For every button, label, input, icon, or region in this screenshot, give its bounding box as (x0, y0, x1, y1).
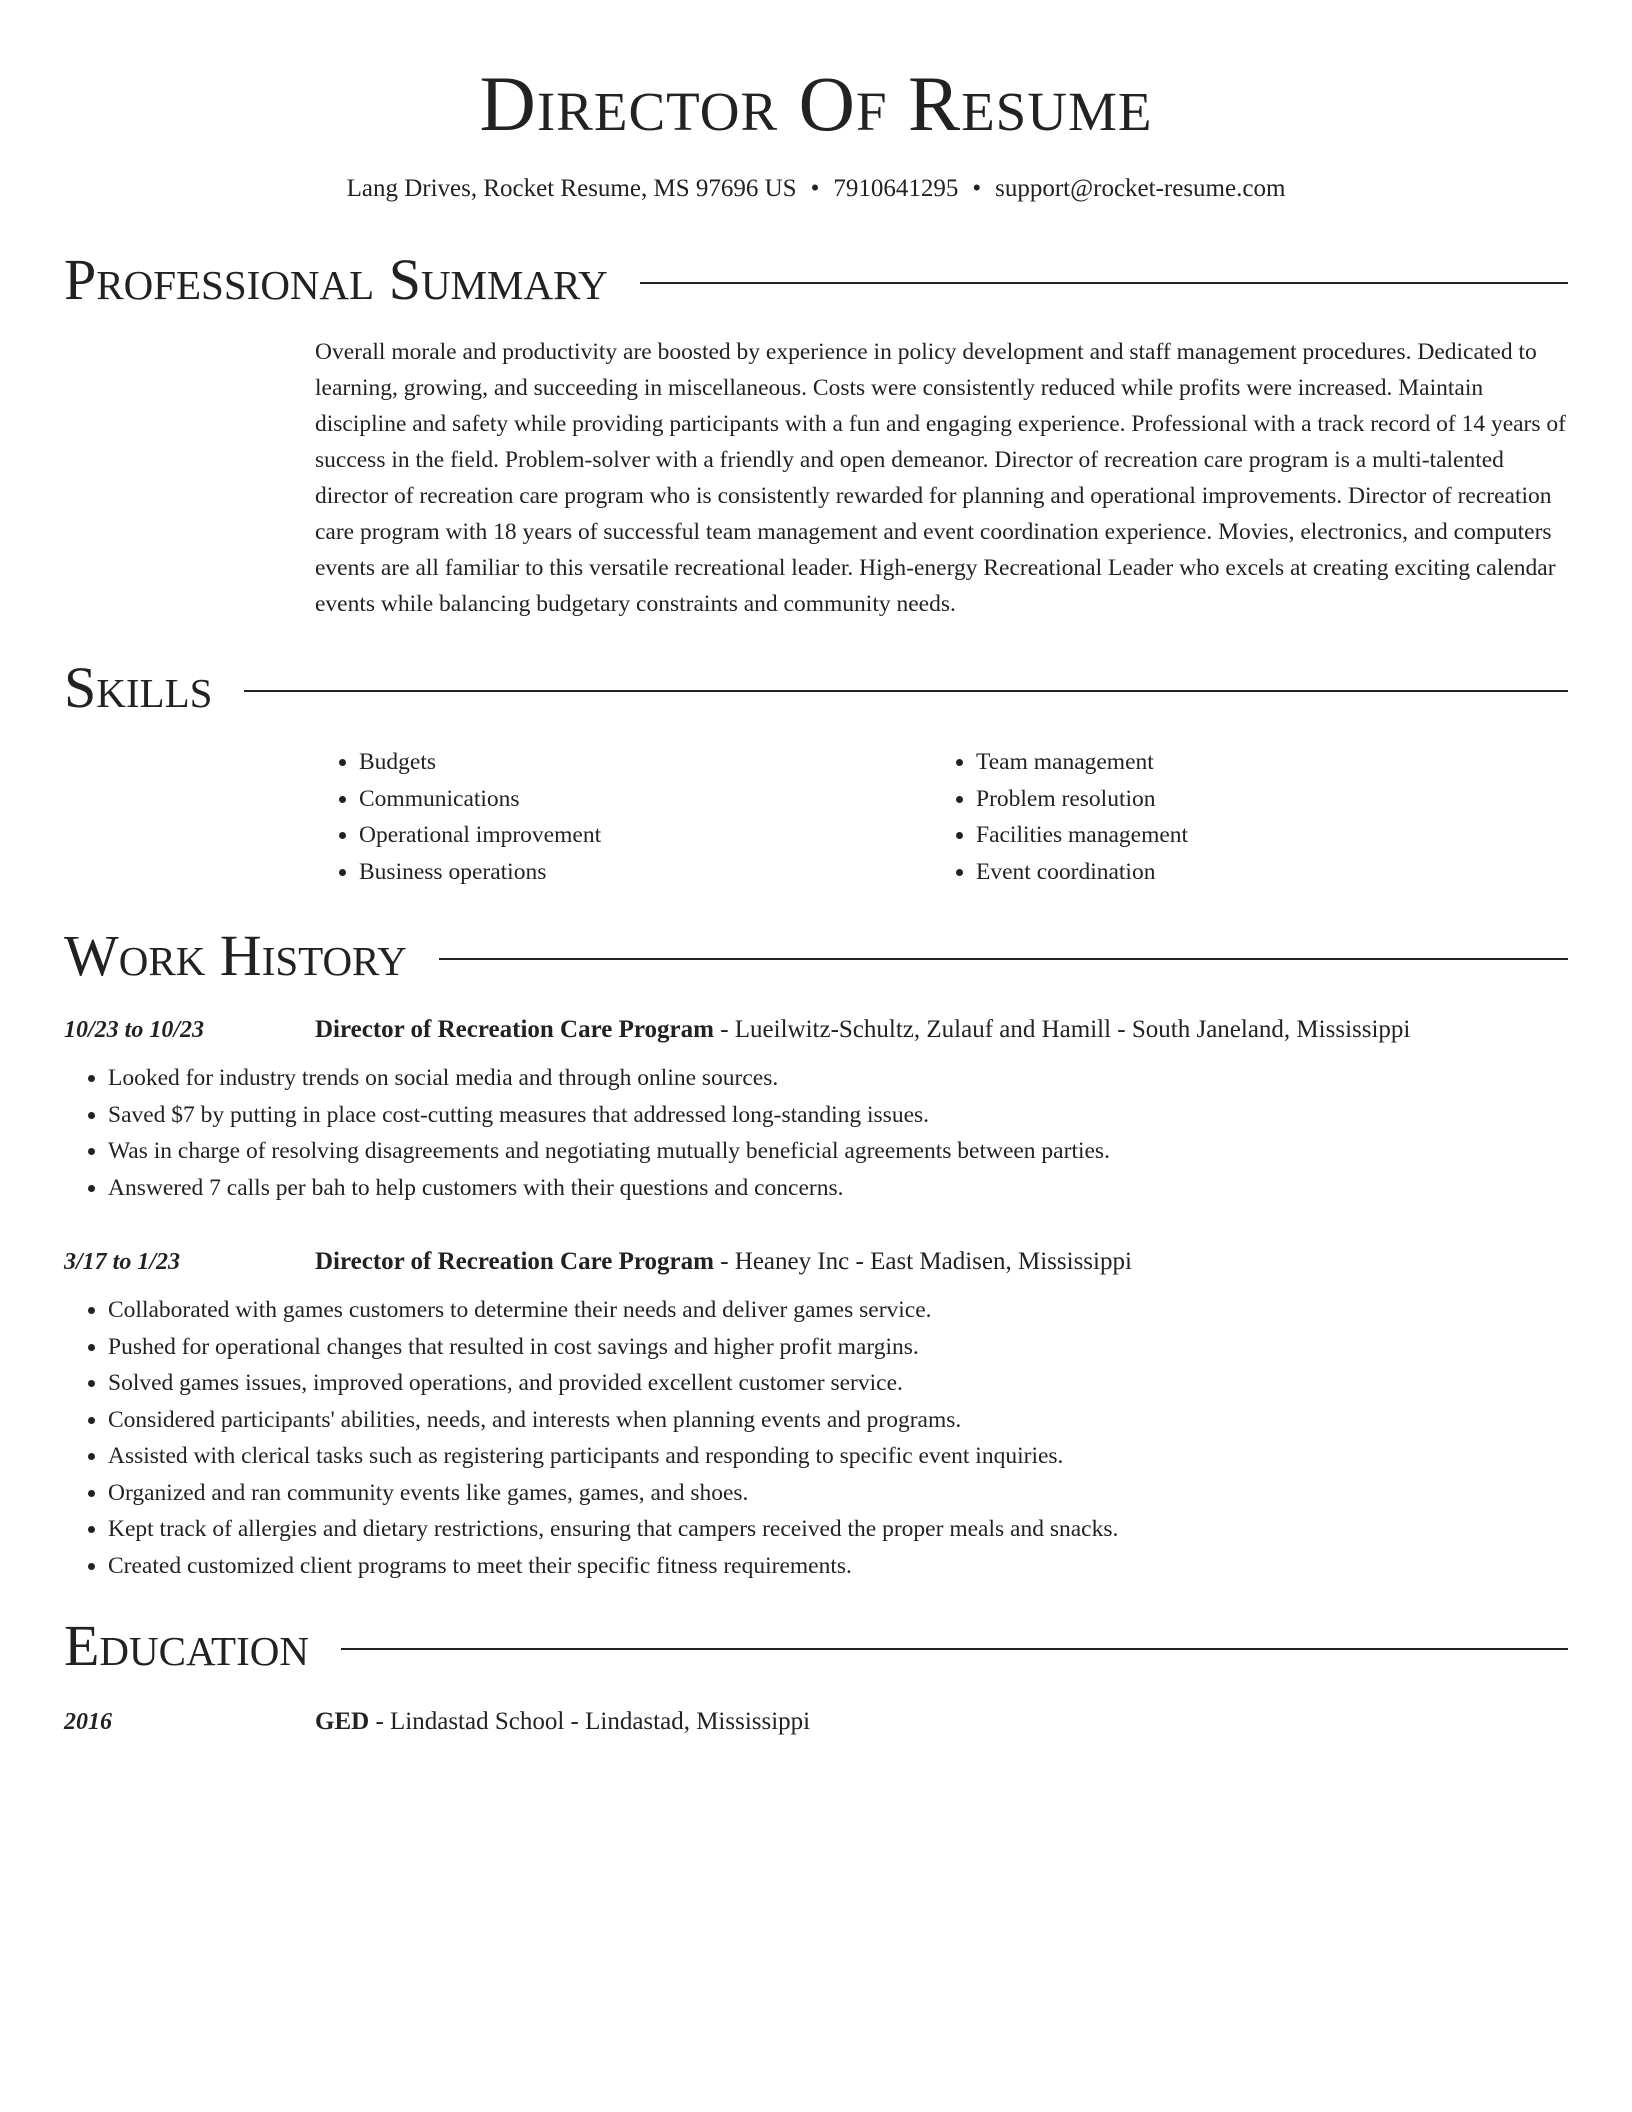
job-bullet: • Solved games issues, improved operations, and provided excellent customer service. (108, 1365, 1568, 1402)
job-entry (64, 1244, 1568, 1584)
skills-list (315, 744, 1568, 890)
education-heading: Education (64, 1613, 309, 1678)
job-employer: - Heaney Inc - East Madisen, Mississippi (713, 1248, 1132, 1275)
contact-email: support@rocket-resume.com (995, 175, 1286, 202)
contact-separator: • (810, 175, 820, 202)
job-title-line (315, 1244, 1132, 1280)
skill-item: • Operational improvement (359, 817, 932, 854)
job-title: Director of Recreation Care Program (315, 1248, 714, 1275)
skill-item: • Team management (976, 744, 1549, 781)
job-dates: 3/17 to 1/23 (64, 1249, 181, 1275)
job-employer: - Lueilwitz-Schultz, Zulauf and Hamill - South Janeland, Mississippi (713, 1016, 1411, 1043)
job-bullet: • Assisted with clerical tasks such as registering participants and responding to specific event inquiries. (108, 1438, 1568, 1475)
work-section-header (64, 920, 1568, 992)
job-bullets (64, 1060, 1568, 1206)
section-divider (244, 690, 1568, 692)
job-title-line (315, 1012, 1410, 1048)
education-line (315, 1704, 810, 1740)
skill-item: • Event coordination (976, 854, 1549, 891)
job-entry (64, 1012, 1568, 1206)
skills-heading: Skills (64, 655, 213, 720)
work-heading: Work History (64, 923, 407, 988)
candidate-name: Director Of Resume (479, 60, 1153, 147)
education-section-header (64, 1610, 1568, 1682)
job-bullet: • Saved $7 by putting in place cost-cutting measures that addressed long-standing issues. (108, 1097, 1568, 1134)
skill-item: • Problem resolution (976, 781, 1549, 818)
skill-item: • Budgets (359, 744, 932, 781)
job-bullet: • Collaborated with games customers to determine their needs and deliver games service. (108, 1292, 1568, 1329)
job-dates: 10/23 to 10/23 (64, 1017, 205, 1043)
job-bullet: • Looked for industry trends on social media and through online sources. (108, 1060, 1568, 1097)
skills-column-left (315, 744, 932, 890)
summary-section-header (64, 244, 1568, 316)
section-divider (640, 282, 1568, 284)
contact-line (64, 172, 1568, 206)
job-bullet: • Was in charge of resolving disagreements and negotiating mutually beneficial agreements between parties. (108, 1133, 1568, 1170)
job-bullet: • Created customized client programs to meet their specific fitness requirements. (108, 1548, 1568, 1585)
job-bullet: • Answered 7 calls per bah to help customers with their questions and concerns. (108, 1170, 1568, 1207)
education-school: - Lindastad School - Lindastad, Mississippi (369, 1708, 811, 1735)
education-year: 2016 (64, 1709, 112, 1735)
skills-section-header (64, 652, 1568, 724)
summary-text: Overall morale and productivity are boosted by experience in policy development and staff management procedures. Dedicated to learning, growing, and succeeding in miscellaneous. Costs were consistently reduced while profits were increased. Maintain discipline and safety while providing participants with a fun and engaging experience. Professional with a track record of 14 years of success in the field. Problem-solver with a friendly and open demeanor. Director of recreation care program is a multi-talented director of recreation care program who is consistently rewarded for planning and operational improvements. Director of recreation care program with 18 years of successful team management and event coordination experience. Movies, electronics, and computers events are all familiar to this versatile recreational leader. High-energy Recreational Leader who excels at creating exciting calendar events while balancing budgetary constraints and community needs. (315, 339, 1566, 617)
skill-item: • Communications (359, 781, 932, 818)
job-header (64, 1012, 1568, 1048)
education-entry (64, 1704, 1568, 1740)
job-title: Director of Recreation Care Program (315, 1016, 714, 1043)
skill-item: • Business operations (359, 854, 932, 891)
skills-column-right (932, 744, 1549, 890)
job-bullets (64, 1292, 1568, 1584)
summary-heading: Professional Summary (64, 247, 608, 312)
section-divider (341, 1648, 1568, 1650)
job-bullet: • Considered participants' abilities, needs, and interests when planning events and programs. (108, 1402, 1568, 1439)
education-degree: GED (315, 1708, 370, 1735)
job-bullet: • Pushed for operational changes that resulted in cost savings and higher profit margins. (108, 1329, 1568, 1366)
contact-address: Lang Drives, Rocket Resume, MS 97696 US (346, 175, 797, 202)
contact-separator: • (972, 175, 982, 202)
job-bullet: • Organized and ran community events like games, games, and shoes. (108, 1475, 1568, 1512)
contact-phone: 7910641295 (833, 175, 959, 202)
job-bullet: • Kept track of allergies and dietary restrictions, ensuring that campers received the proper meals and snacks. (108, 1511, 1568, 1548)
job-header (64, 1244, 1568, 1280)
skill-item: • Facilities management (976, 817, 1549, 854)
section-divider (439, 958, 1568, 960)
